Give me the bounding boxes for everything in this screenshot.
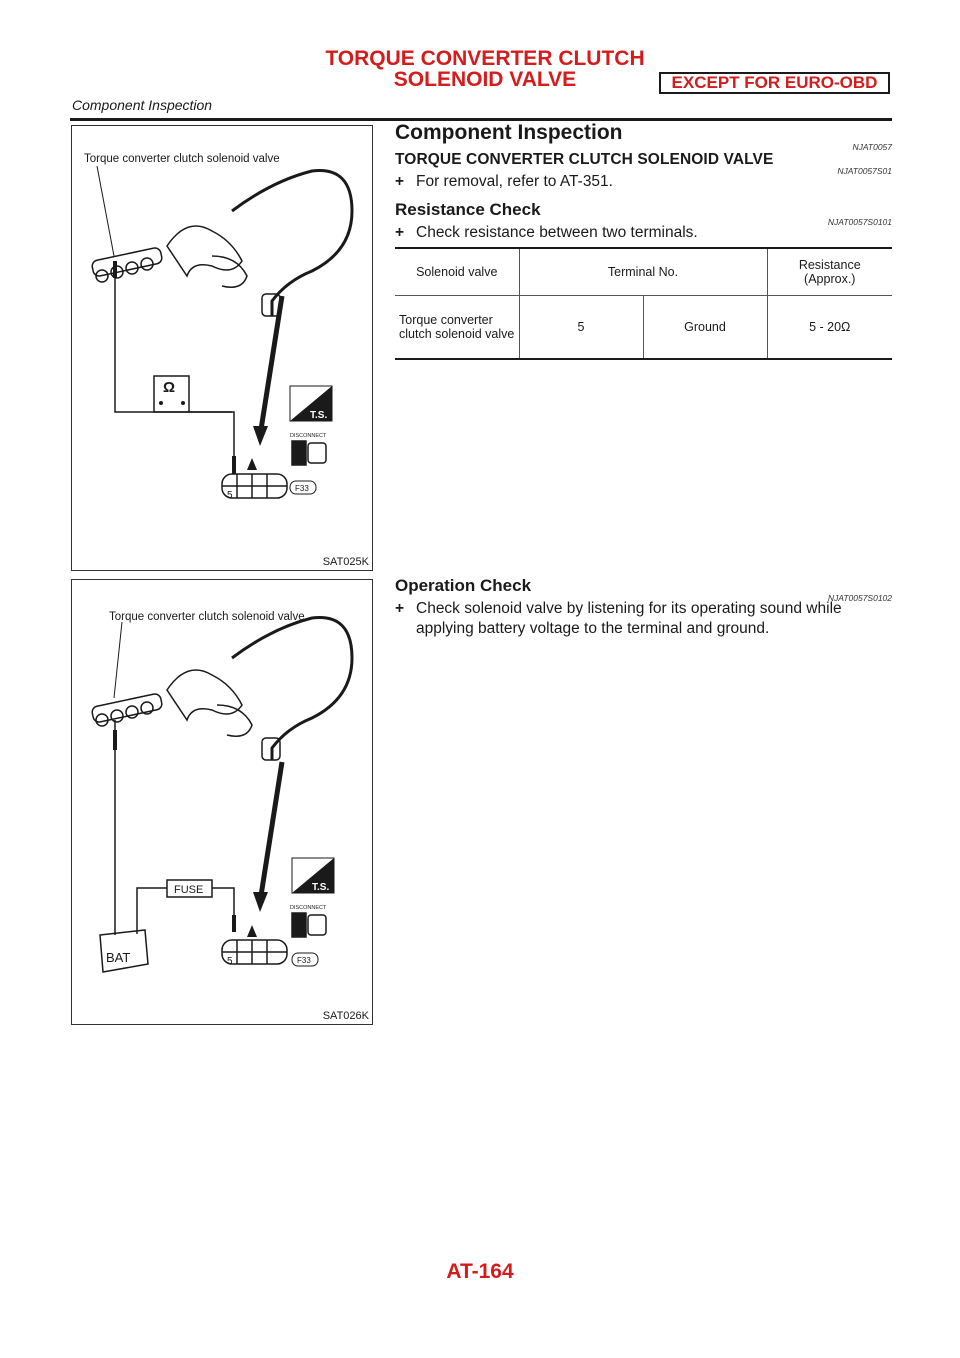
resistance-bullet-text: Check resistance between two terminals.: [416, 224, 698, 241]
table-header-row: [395, 248, 892, 296]
fig2-disconnect-label: DISCONNECT: [290, 905, 327, 911]
removal-bullet-text: For removal, refer to AT-351.: [416, 173, 613, 190]
table-header-cell: Solenoid valve: [416, 265, 498, 279]
table-cell-ground: Ground: [643, 296, 767, 360]
fig1-disconnect-label: DISCONNECT: [290, 433, 327, 439]
fig2-fuse-label: FUSE: [174, 884, 204, 896]
header-title-line1: TORQUE CONVERTER CLUTCH: [325, 47, 645, 70]
bullet-symbol: +: [395, 224, 405, 241]
operation-check-title: Operation Check: [395, 576, 532, 595]
resistance-bullet: [395, 223, 892, 243]
resistance-check-diagram: [72, 126, 372, 570]
figure-resistance-check: [71, 125, 373, 571]
operation-bullet-text: Check solenoid valve by listening for its operating sound while applying battery voltage to the terminal and ground.: [416, 600, 842, 637]
fig1-ts-label: T.S.: [310, 410, 328, 421]
table-header-cell: Resistance (Approx.): [767, 248, 892, 296]
resistance-table: [395, 247, 892, 360]
bullet-symbol: +: [395, 173, 405, 190]
fig1-terminal-label: 5: [227, 490, 233, 501]
section-title: Component Inspection: [395, 121, 623, 144]
operation-bullet: [395, 599, 892, 639]
fig2-connector-label: F33: [297, 956, 311, 965]
page-header-title: [320, 48, 650, 90]
fig1-connector-label: F33: [295, 484, 309, 493]
fig2-label: Torque converter clutch solenoid valve: [109, 611, 305, 623]
header-subtitle: Component Inspection: [72, 97, 213, 113]
figure-code: SAT025K: [322, 556, 369, 568]
figure-code: SAT026K: [322, 1010, 369, 1022]
figure-operation-check: [71, 579, 373, 1025]
header-title-line2: SOLENOID VALVE: [393, 68, 577, 91]
table-row: [395, 296, 892, 360]
operation-check-diagram: [72, 580, 372, 1024]
table-cell-resistance: 5 - 20Ω: [767, 296, 892, 360]
operation-check-ref: NJAT0057S0102: [827, 593, 892, 603]
table-cell-valve: Torque converter clutch solenoid valve: [399, 313, 515, 341]
fig1-label: Torque converter clutch solenoid valve: [84, 153, 280, 165]
section-ref: NJAT0057: [852, 142, 892, 152]
header-badge: EXCEPT FOR EURO-OBD: [659, 72, 890, 94]
resistance-check-title: Resistance Check: [395, 200, 541, 219]
resistance-check-ref: NJAT0057S0101: [827, 217, 892, 227]
page-number: AT-164: [446, 1260, 514, 1283]
table-header-cell: Terminal No.: [519, 248, 767, 296]
removal-bullet: [395, 172, 892, 192]
section-subtitle: TORQUE CONVERTER CLUTCH SOLENOID VALVE: [395, 151, 774, 168]
fig2-ts-label: T.S.: [312, 882, 330, 893]
fig2-battery-label: BAT: [106, 950, 131, 965]
table-cell-terminal: 5: [519, 296, 643, 360]
bullet-symbol: +: [395, 600, 405, 617]
fig2-terminal-label: 5: [227, 956, 233, 967]
section-subtitle-ref: NJAT0057S01: [837, 166, 892, 176]
fig1-ohm-symbol: Ω: [163, 379, 176, 396]
